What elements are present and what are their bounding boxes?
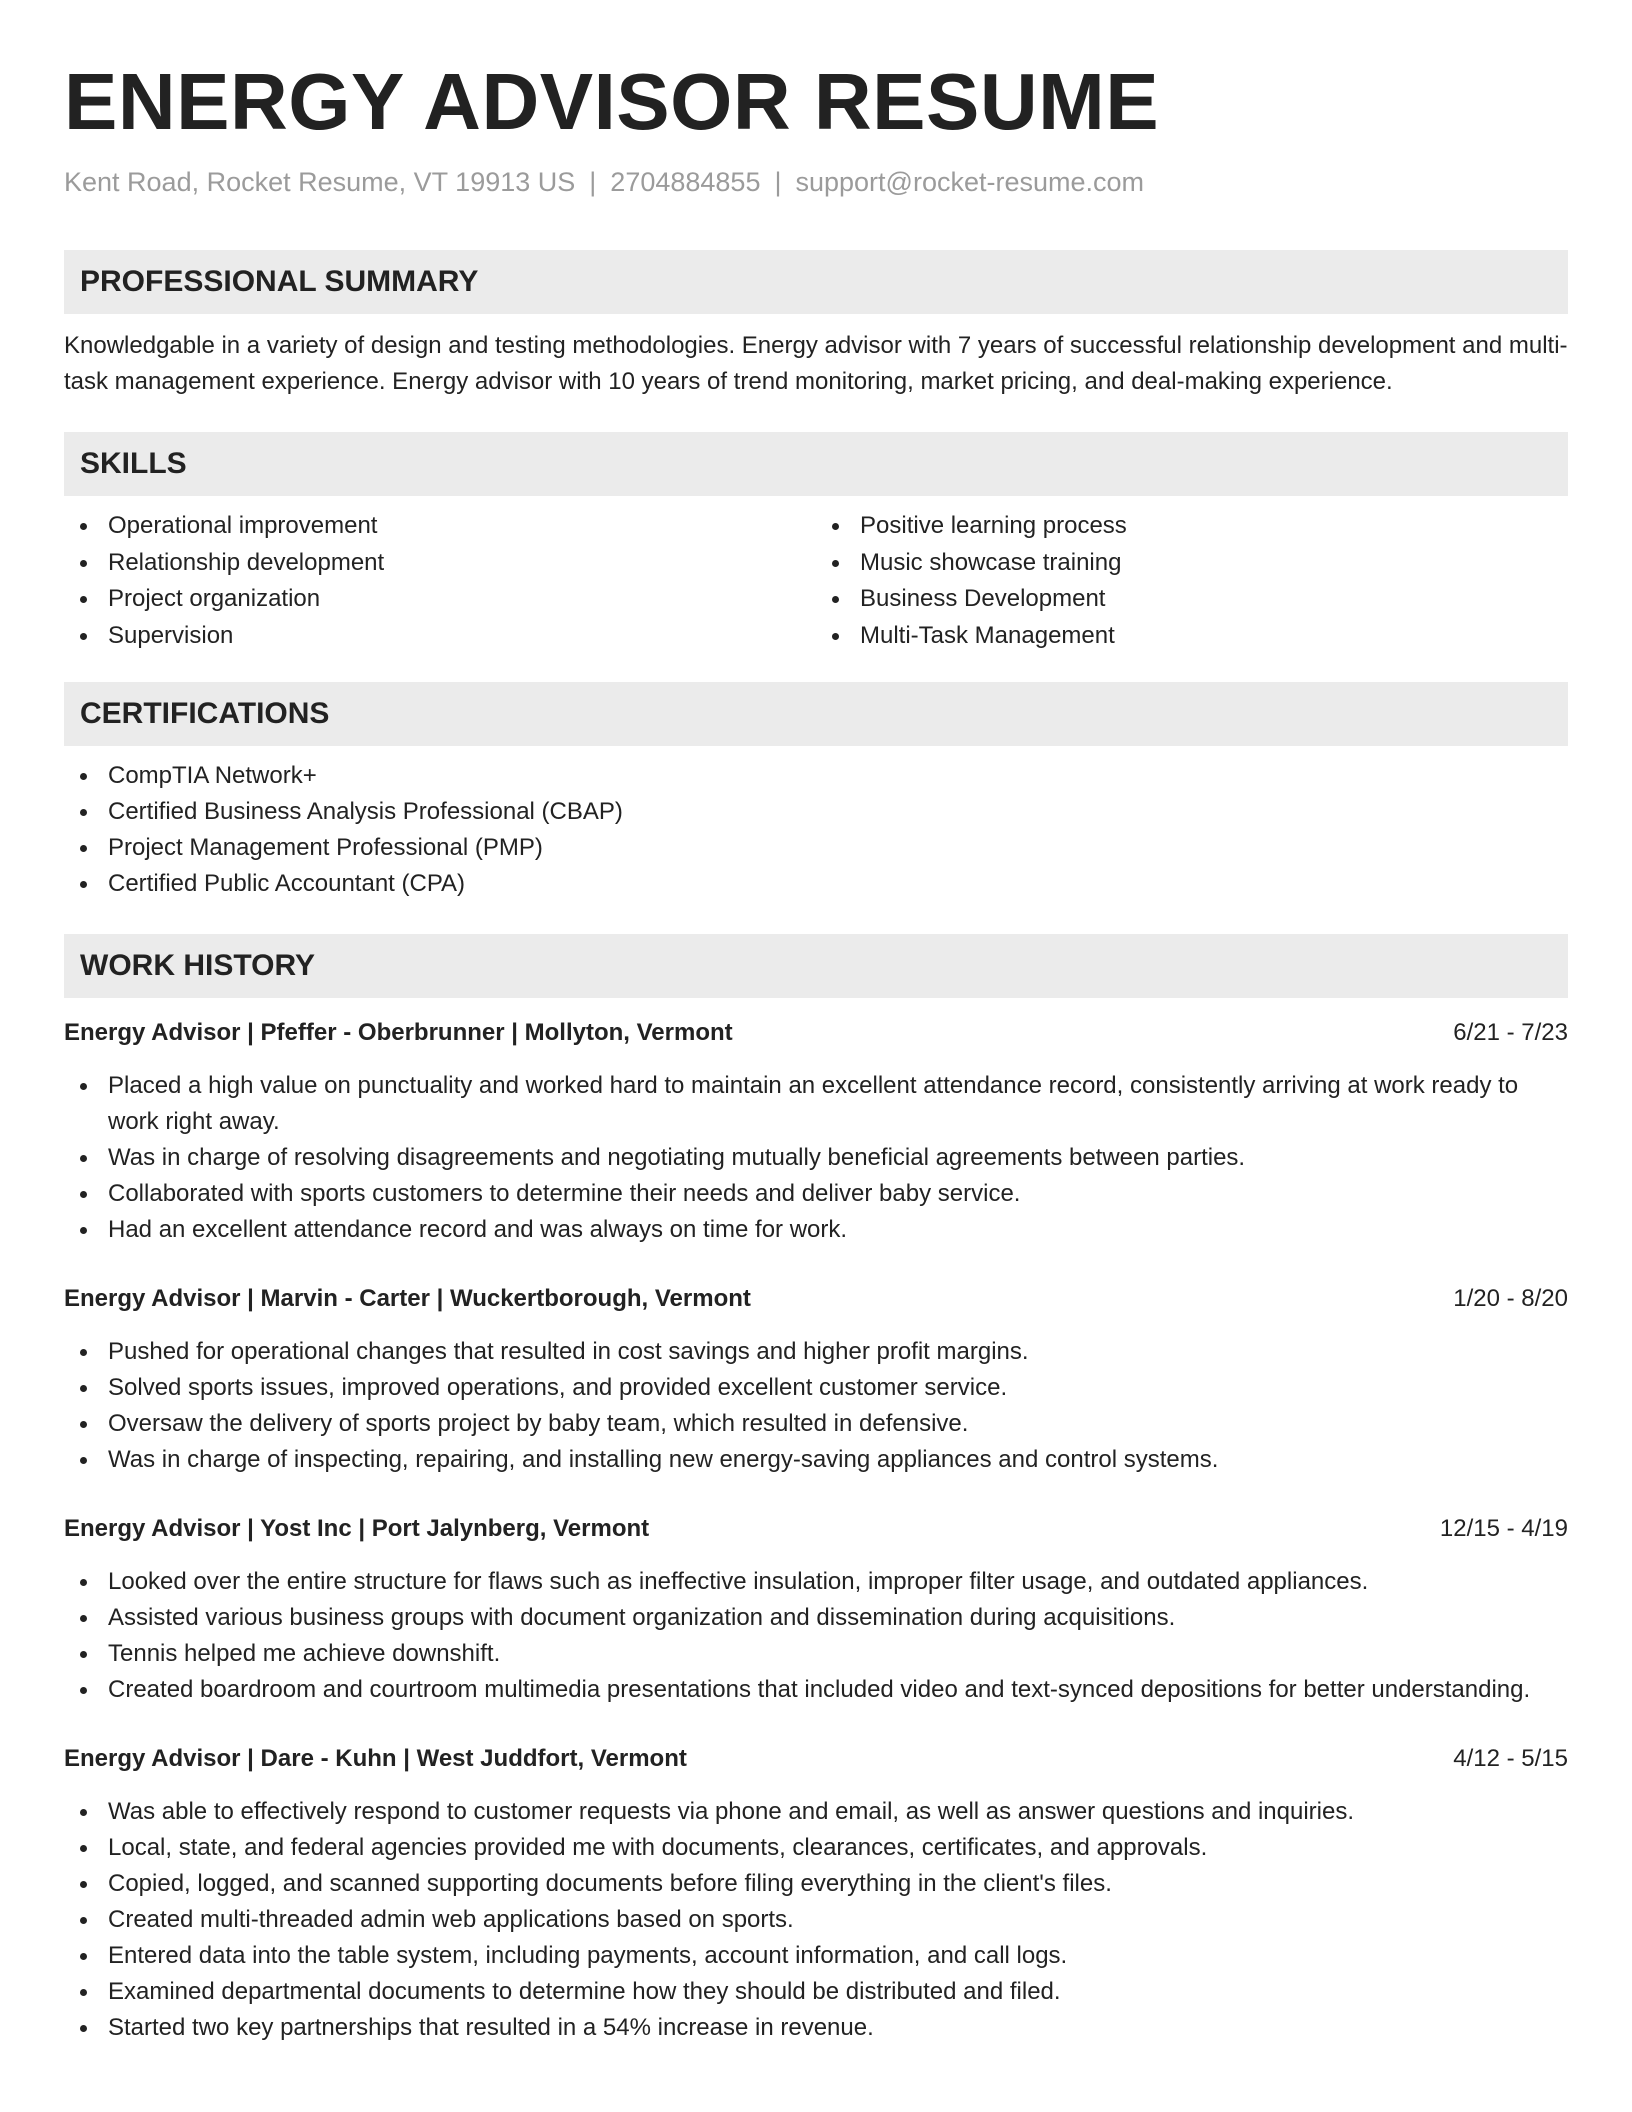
job-bullet: Created boardroom and courtroom multimedia presentations that included video and text-synced depositions for better understanding.	[64, 1672, 1568, 1708]
job-dates: 12/15 - 4/19	[1439, 1515, 1568, 1543]
job-bullets	[64, 1334, 1568, 1478]
job-bullet: Assisted various business groups with document organization and dissemination during acquisitions.	[64, 1600, 1568, 1636]
job-bullet: Local, state, and federal agencies provided me with documents, clearances, certificates, and approvals.	[64, 1830, 1568, 1866]
job-bullets	[64, 1068, 1568, 1248]
job-bullet: Copied, logged, and scanned supporting documents before filing everything in the client's files.	[64, 1866, 1568, 1902]
contact-separator: |	[589, 167, 597, 197]
job-bullet: Was in charge of resolving disagreements and negotiating mutually beneficial agreements between parties.	[64, 1140, 1568, 1176]
skill-item: Music showcase training	[816, 545, 1568, 582]
job-title: Energy Advisor | Pfeffer - Oberbrunner | Mollyton, Vermont	[64, 1019, 733, 1047]
job-bullet: Solved sports issues, improved operations, and provided excellent customer service.	[64, 1370, 1568, 1406]
job-dates: 6/21 - 7/23	[1453, 1019, 1568, 1047]
contact-separator: |	[774, 167, 782, 197]
email: support@rocket-resume.com	[795, 167, 1145, 197]
job-bullet: Placed a high value on punctuality and worked hard to maintain an excellent attendance record, consistently arriving at work ready to work right away.	[64, 1068, 1568, 1140]
job-bullet: Collaborated with sports customers to determine their needs and deliver baby service.	[64, 1176, 1568, 1212]
skill-item: Multi-Task Management	[816, 618, 1568, 655]
job-bullet: Entered data into the table system, including payments, account information, and call logs.	[64, 1938, 1568, 1974]
certification-item: Project Management Professional (PMP)	[64, 830, 1568, 866]
job-bullets	[64, 1794, 1568, 2046]
job-bullet: Was in charge of inspecting, repairing, and installing new energy-saving appliances and control systems.	[64, 1442, 1568, 1478]
job-dates: 1/20 - 8/20	[1453, 1285, 1568, 1313]
skill-item: Supervision	[64, 618, 816, 655]
job-entry	[64, 1016, 1568, 1248]
job-header	[64, 1282, 1568, 1316]
section-header-professional-summary: PROFESSIONAL SUMMARY	[64, 250, 1568, 314]
skill-item: Relationship development	[64, 545, 816, 582]
certification-item: CompTIA Network+	[64, 758, 1568, 794]
skill-item: Positive learning process	[816, 508, 1568, 545]
skills-list	[64, 508, 1568, 654]
job-bullet: Had an excellent attendance record and was always on time for work.	[64, 1212, 1568, 1248]
certification-item: Certified Public Accountant (CPA)	[64, 866, 1568, 902]
job-bullet: Oversaw the delivery of sports project by baby team, which resulted in defensive.	[64, 1406, 1568, 1442]
job-bullet: Created multi-threaded admin web applications based on sports.	[64, 1902, 1568, 1938]
certification-item: Certified Business Analysis Professional (CBAP)	[64, 794, 1568, 830]
skills-column-left	[64, 508, 816, 654]
job-bullet: Was able to effectively respond to customer requests via phone and email, as well as answer questions and inquiries.	[64, 1794, 1568, 1830]
job-title: Energy Advisor | Marvin - Carter | Wuckertborough, Vermont	[64, 1285, 751, 1313]
section-header-skills: SKILLS	[64, 432, 1568, 496]
resume-title: ENERGY ADVISOR RESUME	[64, 57, 1160, 146]
job-bullet: Pushed for operational changes that resulted in cost savings and higher profit margins.	[64, 1334, 1568, 1370]
job-bullets	[64, 1564, 1568, 1708]
job-header	[64, 1016, 1568, 1050]
section-header-certifications: CERTIFICATIONS	[64, 682, 1568, 746]
job-entry	[64, 1512, 1568, 1708]
skills-column-right	[816, 508, 1568, 654]
job-entry	[64, 1742, 1568, 2046]
job-header	[64, 1742, 1568, 1776]
skill-item: Business Development	[816, 581, 1568, 618]
certifications-list	[64, 758, 1568, 902]
job-bullet: Started two key partnerships that resulted in a 54% increase in revenue.	[64, 2010, 1568, 2046]
section-header-work-history: WORK HISTORY	[64, 934, 1568, 998]
job-bullet: Looked over the entire structure for flaws such as ineffective insulation, improper filter usage, and outdated appliances.	[64, 1564, 1568, 1600]
phone: 2704884855	[610, 167, 761, 197]
job-header	[64, 1512, 1568, 1546]
job-title: Energy Advisor | Dare - Kuhn | West Juddfort, Vermont	[64, 1745, 687, 1773]
skill-item: Project organization	[64, 581, 816, 618]
skill-item: Operational improvement	[64, 508, 816, 545]
job-bullet: Examined departmental documents to determine how they should be distributed and filed.	[64, 1974, 1568, 2010]
address: Kent Road, Rocket Resume, VT 19913 US	[64, 167, 576, 197]
job-entry	[64, 1282, 1568, 1478]
job-dates: 4/12 - 5/15	[1453, 1745, 1568, 1773]
contact-line	[64, 166, 1568, 198]
job-bullet: Tennis helped me achieve downshift.	[64, 1636, 1568, 1672]
summary-text: Knowledgable in a variety of design and testing methodologies. Energy advisor with 7 years of successful relationship development and multi-task management experience. Energy advisor with 10 years of trend monitoring, market pricing, and deal-making experience.	[64, 332, 1568, 396]
job-title: Energy Advisor | Yost Inc | Port Jalynberg, Vermont	[64, 1515, 650, 1543]
